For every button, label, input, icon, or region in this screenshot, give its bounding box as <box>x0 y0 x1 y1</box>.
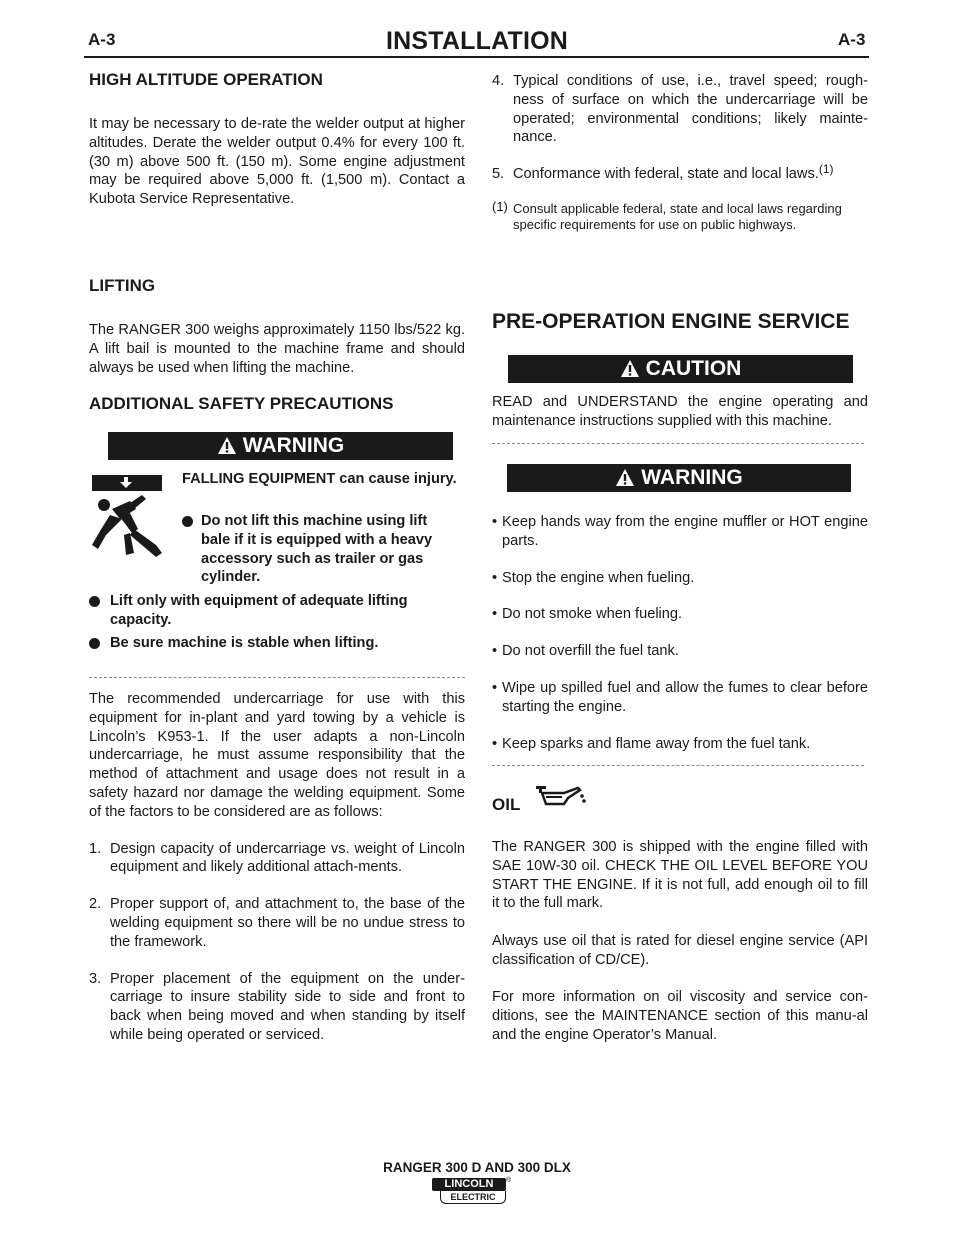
pre-op-bullet: • Do not smoke when fueling. <box>492 606 683 623</box>
oil-paragraph-3: For more information on oil viscosity and service con-ditions, see the MAINTENANCE section of this manu-al and the engine Operator’s Manual. <box>492 989 868 1043</box>
bullet-dot <box>89 596 100 607</box>
high-altitude-text: It may be necessary to de-rate the welder output at higher altitudes. Derate the welder output 0.4% for every 100 ft. (30 m) above 500 ft. (150 m). Some engine adjustment may be required above 5,000 ft. (1,500 m). Contact a Kubota Service Representative. <box>89 116 465 208</box>
factor-number: 4. <box>492 73 505 89</box>
pre-op-bullet-text: Do not overfill the fuel tank. <box>502 643 679 660</box>
safety-bullet-3 <box>89 634 459 653</box>
lifting-heading: LIFTING <box>89 276 156 295</box>
warning-triangle-icon <box>615 468 635 487</box>
safety-bullet-1-text: Do not lift this machine using lift bale if it is equipped with a heavy accessory such as trailer or gas cylinder. <box>201 513 433 586</box>
oil-paragraph-2: Always use oil that is rated for diesel engine service (API classification of CD/CE). <box>492 932 868 968</box>
undercarriage-section <box>89 690 465 1045</box>
pre-op-bullet-text: Keep sparks and flame away from the fuel tank. <box>502 735 811 752</box>
caution-label: CAUTION <box>645 357 742 380</box>
caution-banner <box>508 355 853 383</box>
logo-top: LINCOLN <box>432 1178 506 1191</box>
pre-op-bullet: • Keep hands way from the engine muffler or HOT engine parts. <box>492 514 868 549</box>
page-title: INSTALLATION <box>385 27 568 55</box>
factor-text: Typical conditions of use, i.e., travel speed; rough-ness of surface on which the undercarriage will be operated; environmental conditions; likely mainte-nance. <box>513 73 868 146</box>
falling-equipment-lead: FALLING EQUIPMENT can cause injury. <box>182 471 457 487</box>
bullet-dot <box>182 516 193 527</box>
pre-op-heading: PRE-OPERATION ENGINE SERVICE <box>492 310 850 333</box>
footnote-ref: (1) <box>818 162 834 177</box>
footer-model: RANGER 300 D AND 300 DLX <box>383 1160 571 1175</box>
pre-op-bullet: • Do not overfill the fuel tank. <box>492 643 679 660</box>
warning-banner-right <box>507 464 851 492</box>
divider-left <box>89 677 465 678</box>
oil-paragraph-1: The RANGER 300 is shipped with the engine filled with SAE 10W-30 oil. CHECK THE OIL LEVEL BEFORE YOU START THE ENGINE. If it is not full, add enough oil to fill it to the full mark. <box>492 839 868 912</box>
pre-op-bullet: • Stop the engine when fueling. <box>492 569 695 586</box>
factor-item-1 <box>89 840 465 878</box>
caution-body <box>492 393 868 431</box>
lifting-body <box>89 321 465 377</box>
pre-op-bullet-text: Keep hands way from the engine muffler or HOT engine parts. <box>502 514 868 549</box>
factor-item-4 <box>492 72 868 147</box>
page-code-left: A-3 <box>88 30 116 49</box>
factor-item-2 <box>89 895 465 951</box>
factor-text: Proper placement of the equipment on the under-carriage to insure stability side to side and front to back when being moved and when standing by itself while being operated or serviced. <box>110 970 465 1043</box>
lifting-text: The RANGER 300 weighs approximately 1150 lbs/522 kg. A lift bail is mounted to the machine frame and should always be used when lifting the machine. <box>89 322 465 376</box>
safety-bullet-2 <box>89 592 459 630</box>
pre-op-bullet-text: Wipe up spilled fuel and allow the fumes to clear before starting the engine. <box>502 679 868 715</box>
warning-banner-left <box>108 432 453 460</box>
factor-text: Conformance with federal, state and local laws. <box>513 166 819 183</box>
high-altitude-body <box>89 115 465 209</box>
divider-right-2 <box>492 765 864 766</box>
warning-triangle-icon <box>620 359 640 378</box>
oil-can-icon <box>534 784 588 808</box>
footnote <box>492 201 872 233</box>
header-rule <box>84 56 869 58</box>
undercarriage-intro: The recommended undercarriage for use with this equipment for in-plant and yard towing by a vehicle is Lincoln’s K953-1. If the user adapts a non-Lincoln undercarriage, he must assume responsibility that the method of attachment and usage does not result in a safety hazard nor damage the welding equipment. Some of the factors to be considered are as follows: <box>89 691 465 820</box>
factor-number: 2. <box>89 896 102 913</box>
falling-equipment-icon <box>90 473 166 559</box>
factor-number: 3. <box>89 970 102 987</box>
warning-triangle-icon <box>217 436 237 455</box>
warning-label-left: WARNING <box>242 434 345 457</box>
factor-item-5 <box>492 162 868 184</box>
pre-op-bullet: • Wipe up spilled fuel and allow the fumes to clear before starting the engine. <box>492 679 868 715</box>
factor-number: 5. <box>492 166 505 183</box>
pre-op-bullet-text: Stop the engine when fueling. <box>502 569 695 586</box>
factor-text: Design capacity of undercarriage vs. weight of Lincoln equipment and likely additional attach-ments. <box>110 840 465 876</box>
factor-item-3 <box>89 970 465 1045</box>
pre-op-bullets <box>492 513 868 753</box>
oil-heading: OIL <box>492 795 521 814</box>
factor-number: 1. <box>89 840 102 857</box>
factors-continued <box>492 72 868 184</box>
footnote-text: Consult applicable federal, state and local laws regarding specific requirements for use on public highways. <box>513 201 842 232</box>
safety-bullet-3-text: Be sure machine is stable when lifting. <box>110 635 379 651</box>
lincoln-electric-logo: LINCOLN ® ELECTRIC <box>432 1178 510 1206</box>
factor-text: Proper support of, and attachment to, the base of the welding equipment so there will be no undue stress to the framework. <box>110 896 465 950</box>
footnote-mark: (1) <box>492 199 508 214</box>
pre-op-bullet: • Keep sparks and flame away from the fuel tank. <box>492 735 811 752</box>
caution-text: READ and UNDERSTAND the engine operating and maintenance instructions supplied with this machine. <box>492 394 868 429</box>
safety-bullet-2-text: Lift only with equipment of adequate lifting capacity. <box>110 593 408 628</box>
oil-body <box>492 838 868 1045</box>
bullet-dot <box>89 638 100 649</box>
page-code-right: A-3 <box>838 30 866 49</box>
high-altitude-heading: HIGH ALTITUDE OPERATION <box>89 70 323 89</box>
divider-right-1 <box>492 443 864 444</box>
logo-bottom: ELECTRIC <box>440 1191 506 1204</box>
pre-op-bullet-text: Do not smoke when fueling. <box>502 606 683 623</box>
warning-label-right: WARNING <box>641 466 743 489</box>
safety-bullet-1 <box>182 512 457 587</box>
safety-heading: ADDITIONAL SAFETY PRECAUTIONS <box>89 394 394 413</box>
